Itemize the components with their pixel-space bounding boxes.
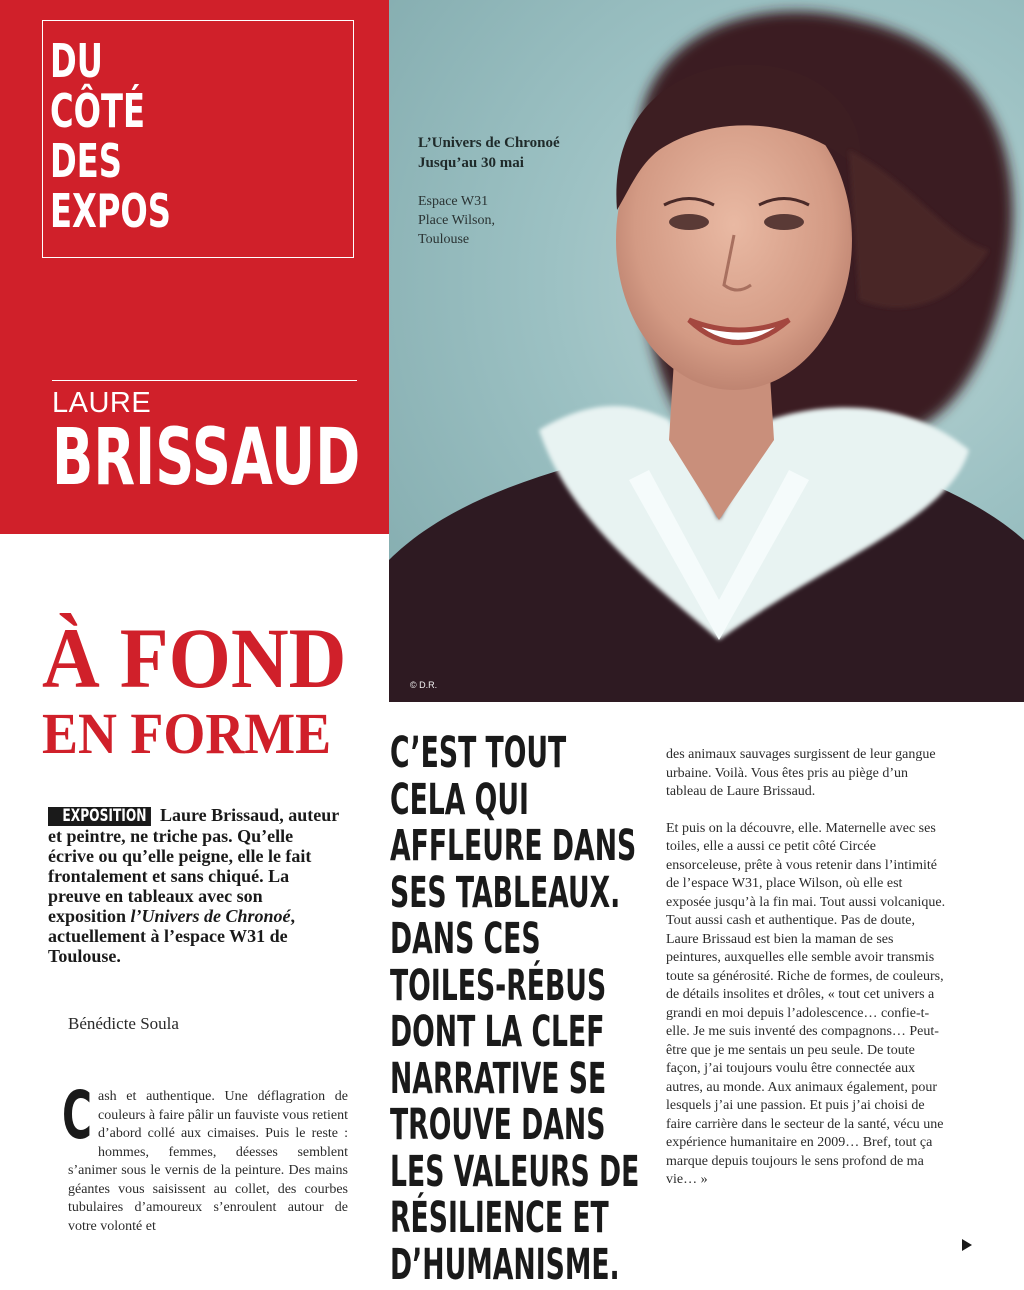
artist-last-name: BRISSAUD: [52, 413, 361, 503]
standfirst-text-end: , actuellement à l’espace W31 de Toulouse.: [48, 906, 296, 966]
exhibition-venue: [418, 192, 495, 249]
standfirst-exhibition-title: l’Univers de Chronoé: [130, 906, 291, 926]
photo-credit: © D.R.: [410, 680, 438, 690]
continue-arrow-icon: [962, 1239, 972, 1251]
body-column-2: [666, 746, 948, 1208]
body-paragraph: des animaux sauvages surgissent de leur gangue urbaine. Voilà. Vous êtes pris au piège d’un tableau de Laure Brissaud.: [666, 747, 936, 799]
rubric-line: CÔTÉ: [50, 84, 145, 138]
pull-quote-line: AFFLEURE DANS: [390, 821, 637, 871]
rubric-line: DU: [50, 34, 103, 88]
section-kicker: EXPOSITION: [48, 807, 151, 826]
venue-line: Espace W31: [418, 194, 489, 209]
article-author: Bénédicte Soula: [68, 1014, 179, 1033]
headline-line-2: EN FORME: [42, 701, 332, 766]
body-text: ash et authentique. Une déflagration de couleurs à faire pâlir un fauviste vous retient d’abord collé aux cimaises. Puis le reste : hommes, femmes, déesses semblent s’animer sous le vernis de la peinture. Des mains géantes vous saisissent au collet, des courbes tubulaires d’amoureux s’enroulent autour de votre volonté et: [68, 1089, 348, 1234]
portrait-illustration: [389, 0, 1024, 702]
header-divider: [52, 380, 357, 381]
kicker-wrapper: [48, 805, 160, 826]
article-standfirst: [48, 805, 340, 966]
pull-quote: [390, 730, 639, 1288]
venue-line: Place Wilson,: [418, 213, 495, 228]
pull-quote-line: D’HUMANISME.: [390, 1239, 620, 1290]
exhibition-title-block: [418, 133, 560, 173]
pull-quote-line: LES VALEURS DE: [390, 1146, 640, 1197]
pull-quote-line: TOILES-RÉBUS: [390, 960, 607, 1011]
pull-quote-line: TROUVE DANS: [390, 1100, 606, 1150]
standfirst-text: Laure Brissaud, auteur et peintre, ne triche pas. Qu’elle écrive ou qu’elle peigne, elle le fait frontalement et sans chiqué. La preuve en tableaux avec son exposition: [48, 805, 339, 926]
exhibition-title: L’Univers de Chronoé: [418, 135, 560, 151]
artist-portrait-photo: [389, 0, 1024, 702]
exhibition-dates: Jusqu’au 30 mai: [418, 155, 524, 171]
pull-quote-line: SES TABLEAUX.: [390, 867, 621, 918]
rubric-title: [50, 36, 171, 236]
headline-line-1: À FOND: [42, 610, 347, 706]
rubric-line: EXPOS: [50, 184, 171, 238]
artist-first-name: LAURE: [52, 387, 152, 419]
venue-line: Toulouse: [418, 232, 470, 247]
pull-quote-line: RÉSILIENCE ET: [390, 1193, 609, 1243]
pull-quote-line: NARRATIVE SE: [390, 1053, 607, 1104]
article-headline: [42, 610, 369, 766]
pull-quote-line: DONT LA CLEF: [390, 1007, 605, 1057]
pull-quote-line: C’EST TOUT: [390, 728, 567, 778]
drop-cap: C: [62, 1077, 93, 1154]
body-paragraph: Et puis on la découvre, elle. Maternelle avec ses toiles, elle a aussi ce petit côté Circée ensorceleuse, prête à vous retenir dans l’intimité de l’espace W31, place Wilson, où elle est exposée jusqu’à la fin mai. Tout aussi volcanique. Tout aussi cash et authentique. Pas de doute, Laure Brissaud est bien la maman de ses peintures, auxquelles elle semble avoir transmis toute sa générosité. Riche de formes, de couleurs, de détails insolites et drôles, « tout cet univers a grandi en moi depuis l’adolescence… confie-t-elle. Je me suis inventé des compagnons… Peut-être que je me sentais un peu seule. De toute façon, j’ai toujours voulu être connectée aux autres, au monde. Aux animaux également, pour lesquels j’ai une passion. Et puis j’ai choisi de faire carrière dans le secteur de la santé, vécu une expérience humanitaire en 2009… Bref, tout ça marque depuis toujours le sens profond de ma vie… »: [666, 820, 946, 1187]
rubric-line: DES: [50, 134, 122, 188]
body-column-1: [62, 1077, 348, 1236]
pull-quote-line: DANS CES: [390, 914, 541, 964]
pull-quote-line: CELA QUI: [390, 774, 529, 825]
